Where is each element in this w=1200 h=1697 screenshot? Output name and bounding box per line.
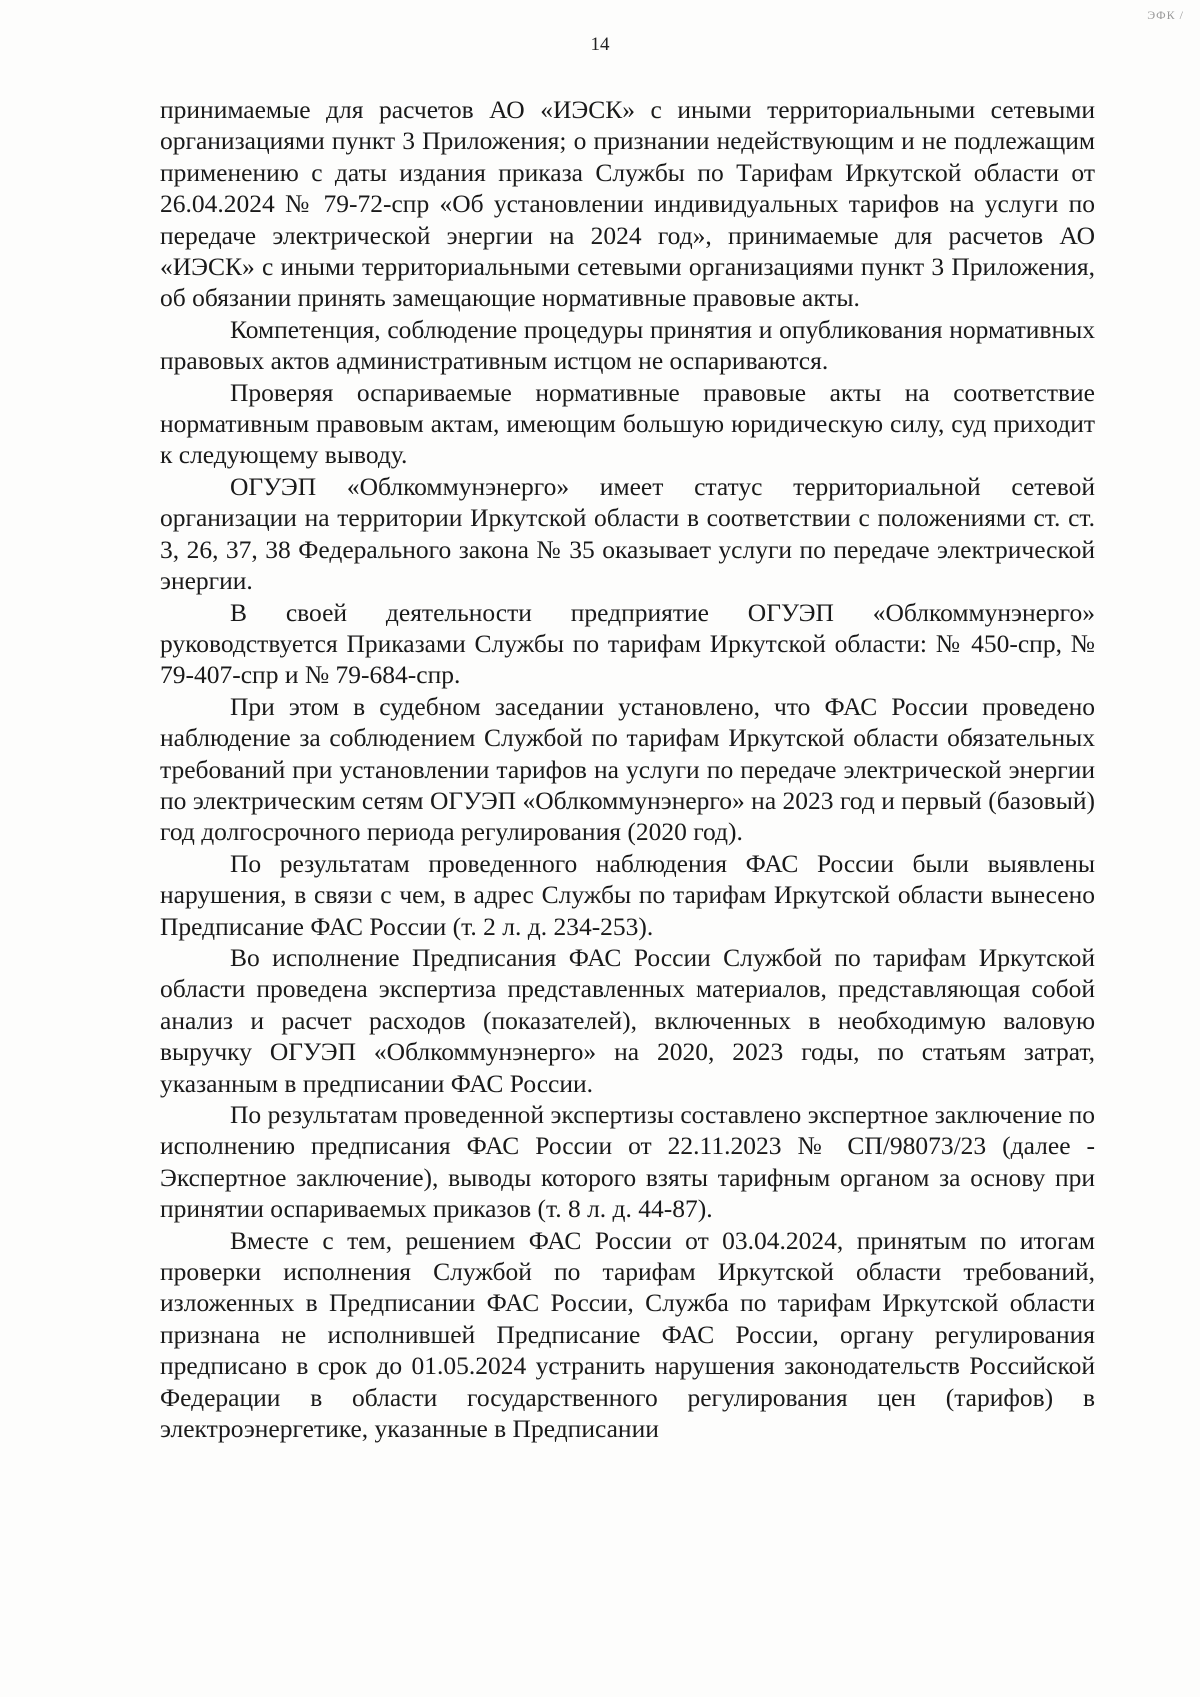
paragraph-5: В своей деятельности предприятие ОГУЭП «Облкоммунэнерго» руководствуется Приказами Службы по тарифам Иркутской области: № 450-спр, № 79-407-спр и № 79-684-спр.: [160, 597, 1095, 690]
page-number: 14: [590, 34, 610, 55]
paragraph-4: ОГУЭП «Облкоммунэнерго» имеет статус территориальной сетевой организации на территории Иркутской области в соответствии с положениями ст. ст. 3, 26, 37, 38 Федерального закона № 35 оказывает услуги по передаче электрической энергии.: [160, 471, 1095, 596]
paragraph-3: Проверяя оспариваемые нормативные правовые акты на соответствие нормативным правовым актам, имеющим большую юридическую силу, суд приходит к следующему выводу.: [160, 377, 1095, 470]
paragraph-2: Компетенция, соблюдение процедуры принятия и опубликования нормативных правовых актов административным истцом не оспариваются.: [160, 314, 1095, 376]
corner-mark: ЭФК /: [1147, 8, 1184, 22]
document-body: [160, 94, 1095, 1444]
paragraph-10: Вместе с тем, решением ФАС России от 03.04.2024, принятым по итогам проверки исполнения Службой по тарифам Иркутской области требований, изложенных в Предписании ФАС России, Служба по тарифам Иркутской области признана не исполнившей Предписание ФАС России, органу регулирования предписано в срок до 01.05.2024 устранить нарушения законодательств Российской Федерации в области государственного регулирования цен (тарифов) в электроэнергетике, указанные в Предписании: [160, 1225, 1095, 1444]
paragraph-6: При этом в судебном заседании установлено, что ФАС России проведено наблюдение за соблюдением Службой по тарифам Иркутской области обязательных требований при установлении тарифов на услуги по передаче электрической энергии по электрическим сетям ОГУЭП «Облкоммунэнерго» на 2023 год и первый (базовый) год долгосрочного периода регулирования (2020 год).: [160, 691, 1095, 847]
paragraph-1: принимаемые для расчетов АО «ИЭСК» с иными территориальными сетевыми организациями пункт 3 Приложения; о признании недействующим и не подлежащим применению с даты издания приказа Службы по Тарифам Иркутской области от 26.04.2024 № 79-72-спр «Об установлении индивидуальных тарифов на услуги по передаче электрической энергии на 2024 год», принимаемые для расчетов АО «ИЭСК» с иными территориальными сетевыми организациями пункт 3 Приложения, об обязании принять замещающие нормативные правовые акты.: [160, 95, 1095, 313]
paragraph-7: По результатам проведенного наблюдения ФАС России были выявлены нарушения, в связи с чем, в адрес Службы по тарифам Иркутской области вынесено Предписание ФАС России (т. 2 л. д. 234-253).: [160, 848, 1095, 941]
paragraph-8: Во исполнение Предписания ФАС России Службой по тарифам Иркутской области проведена экспертиза представленных материалов, представляющая собой анализ и расчет расходов (показателей), включенных в необходимую валовую выручку ОГУЭП «Облкоммунэнерго» на 2020, 2023 годы, по статьям затрат, указанным в предписании ФАС России.: [160, 942, 1095, 1098]
paragraph-9: По результатам проведенной экспертизы составлено экспертное заключение по исполнению предписания ФАС России от 22.11.2023 № СП/98073/23 (далее - Экспертное заключение), выводы которого взяты тарифным органом за основу при принятии оспариваемых приказов (т. 8 л. д. 44-87).: [160, 1100, 1095, 1224]
